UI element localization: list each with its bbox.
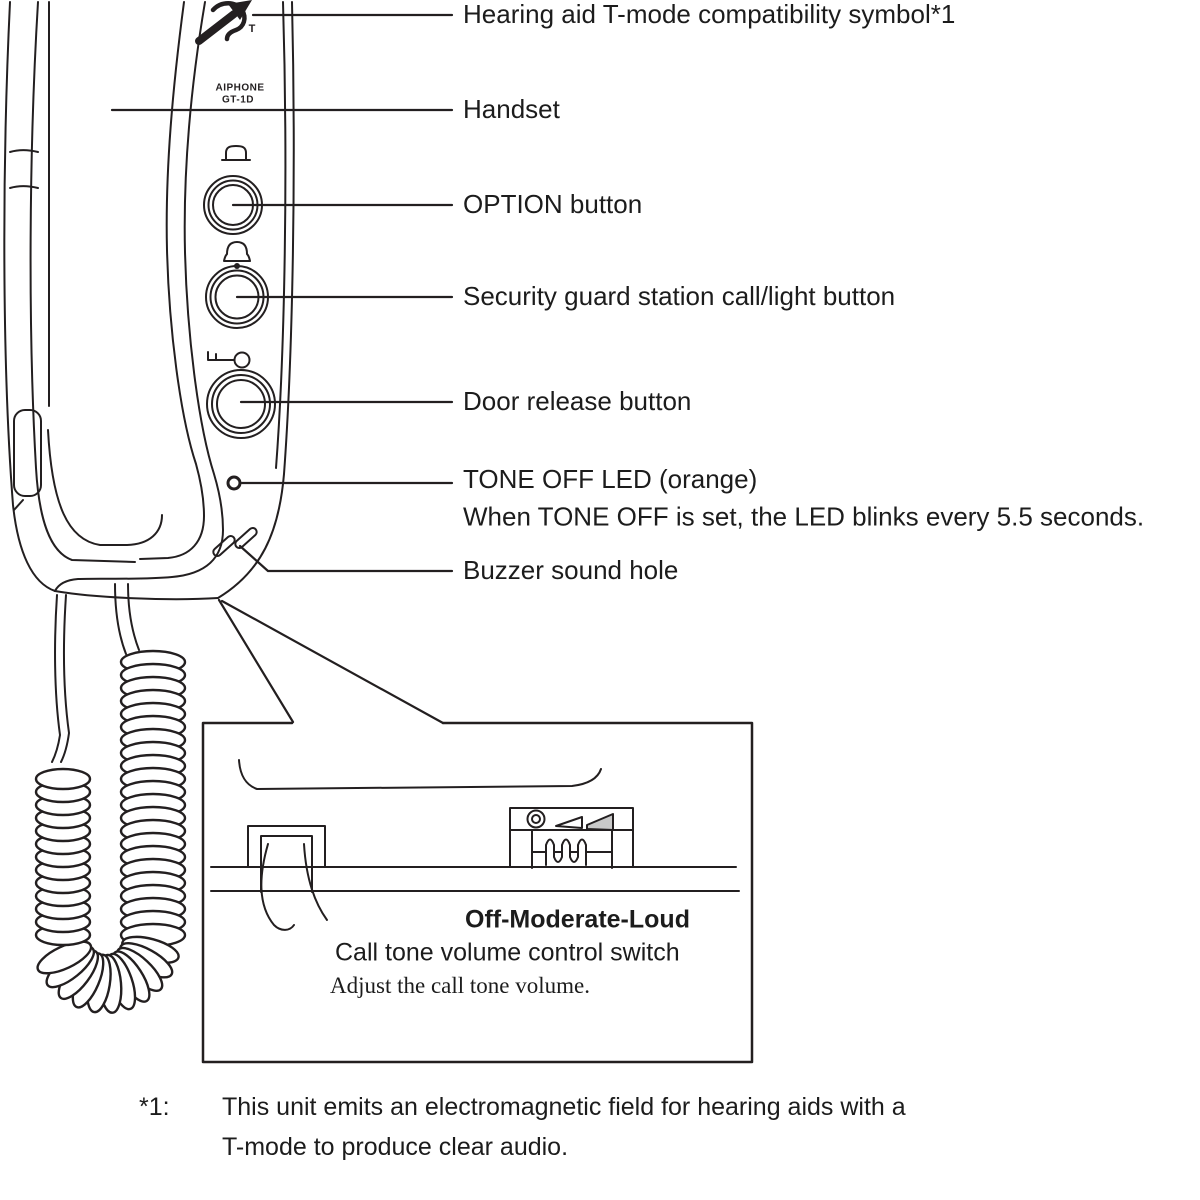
door-release-button-drawing xyxy=(207,370,275,438)
footnote-text xyxy=(222,1087,906,1167)
volume-switch-drawing xyxy=(510,808,633,868)
label-buzzer-hole: Buzzer sound hole xyxy=(463,555,679,586)
footnote-line-2: T-mode to produce clear audio. xyxy=(222,1133,569,1161)
label-tmode-symbol: Hearing aid T-mode compatibility symbol*1 xyxy=(463,0,956,30)
bell-icon xyxy=(224,242,250,269)
device-model-text: GT-1D xyxy=(222,94,254,106)
tone-off-led xyxy=(228,477,240,489)
bottom-view-drawing xyxy=(211,760,739,930)
label-security-button: Security guard station call/light button xyxy=(463,281,896,312)
slider-knob xyxy=(546,840,586,866)
option-button-icon xyxy=(222,146,250,160)
handset-outline xyxy=(31,2,223,591)
hearing-aid-tmode-icon xyxy=(199,0,252,41)
footnote-marker: *1: xyxy=(139,1093,170,1121)
label-door-release: Door release button xyxy=(463,386,692,417)
tmode-letter: T xyxy=(248,23,256,35)
inset-box-border xyxy=(203,723,752,1062)
label-tone-off-led: TONE OFF LED (orange) xyxy=(463,464,758,495)
moderate-wedge xyxy=(556,817,582,828)
label-tone-off-led-detail: When TONE OFF is set, the LED blinks every 5.5 seconds. xyxy=(463,501,1145,532)
device-brand-text: AIPHONE xyxy=(215,82,265,94)
inset-volume-levels: Off-Moderate-Loud xyxy=(465,905,690,934)
callout-lines xyxy=(219,600,443,723)
label-option-button: OPTION button xyxy=(463,189,643,220)
loud-wedge xyxy=(587,814,613,830)
hook-switch-drawing xyxy=(248,826,327,930)
label-handset: Handset xyxy=(463,94,560,125)
key-icon xyxy=(208,352,250,368)
footnote-line-1: This unit emits an electromagnetic field for hearing aids with a xyxy=(222,1093,906,1121)
inset-switch-label: Call tone volume control switch xyxy=(335,938,680,967)
inset-instruction: Adjust the call tone volume. xyxy=(330,973,590,998)
off-symbol xyxy=(528,811,545,828)
